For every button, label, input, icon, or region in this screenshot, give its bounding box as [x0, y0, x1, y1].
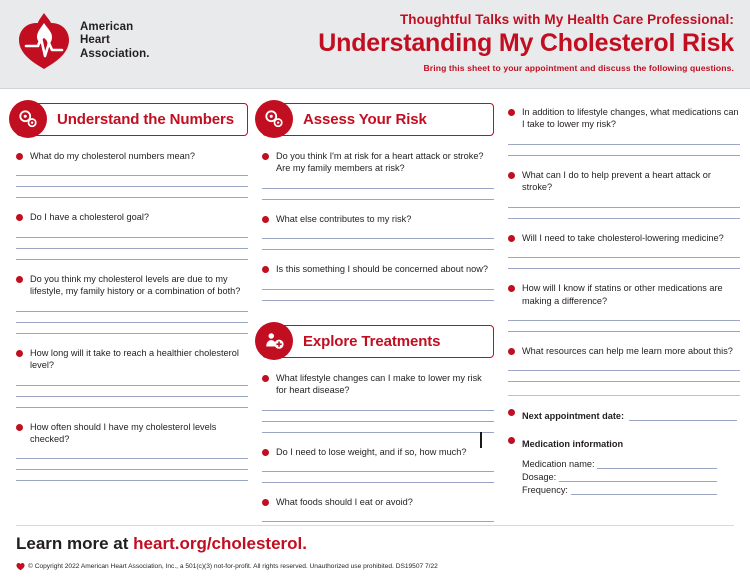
section-header-explore-treatments: [262, 325, 494, 358]
question-block: [508, 169, 740, 219]
question-text: How often should I have my cholesterol levels checked?: [30, 421, 217, 444]
column-middle: [262, 103, 494, 546]
bullet-dot: [262, 499, 269, 506]
gears-icon: [255, 100, 293, 138]
header-subtitle: Bring this sheet to your appointment and discuss the following questions.: [423, 63, 734, 73]
answer-line[interactable]: [16, 187, 248, 198]
bullet-dot: [262, 266, 269, 273]
question-text: Is this something I should be concerned about now?: [276, 264, 488, 275]
question-text: How will I know if statins or other medications are making a difference?: [522, 283, 723, 306]
aha-logo: [16, 10, 150, 72]
question-block: [508, 282, 740, 332]
answer-lines[interactable]: [262, 228, 494, 250]
section-title: Understand the Numbers: [57, 111, 234, 128]
question-block: [262, 213, 494, 250]
answer-line[interactable]: [16, 323, 248, 334]
answer-line[interactable]: [508, 145, 740, 156]
question-text: What do my cholesterol numbers mean?: [30, 151, 195, 161]
answer-lines[interactable]: [262, 279, 494, 301]
medication-name-input[interactable]: [597, 458, 717, 469]
copyright-line: [16, 562, 734, 571]
answer-lines[interactable]: [508, 360, 740, 382]
answer-line[interactable]: [508, 258, 740, 269]
question-block: [16, 347, 248, 408]
answer-line[interactable]: [262, 228, 494, 239]
question-text: Do I have a cholesterol goal?: [30, 212, 150, 223]
document-header: [0, 0, 750, 89]
page-title: Understanding My Cholesterol Risk: [318, 29, 734, 57]
question-text: What else contributes to my risk?: [276, 213, 412, 224]
answer-line[interactable]: [262, 472, 494, 483]
answer-lines[interactable]: [262, 178, 494, 200]
answer-lines[interactable]: [262, 461, 494, 483]
answer-line[interactable]: [508, 360, 740, 371]
bullet-dot: [508, 348, 515, 355]
answer-line[interactable]: [508, 321, 740, 332]
answer-lines[interactable]: [508, 310, 740, 332]
bullet-dot: [262, 216, 269, 223]
question-block: [262, 372, 494, 433]
document-body: [0, 89, 750, 546]
column-left: [16, 103, 248, 546]
medication-info-label: Medication information: [522, 439, 624, 450]
bullet-dot: [508, 437, 515, 444]
footer-divider: [16, 525, 734, 526]
bullet-dot: [16, 424, 23, 431]
frequency-label: Frequency:: [522, 485, 568, 496]
answer-line[interactable]: [508, 371, 740, 382]
question-block: [16, 211, 248, 259]
next-appointment-label: Next appointment date:: [522, 411, 625, 422]
bullet-dot: [508, 109, 515, 116]
question-block: [262, 263, 494, 300]
answer-line[interactable]: [16, 470, 248, 481]
question-block: [508, 232, 740, 269]
answer-lines[interactable]: [16, 375, 248, 408]
question-text: In addition to lifestyle changes, what medications can I take to lower my risk?: [522, 107, 739, 130]
answer-line[interactable]: [508, 197, 740, 208]
answer-line[interactable]: [16, 165, 248, 176]
bullet-dot: [16, 350, 23, 357]
question-block: [16, 273, 248, 334]
answer-line[interactable]: [262, 400, 494, 411]
answer-line[interactable]: [16, 312, 248, 323]
learn-more-prefix: Learn more at: [16, 534, 134, 553]
question-text: Do I need to lose weight, and if so, how much?: [276, 446, 467, 457]
heart-icon: [16, 562, 25, 571]
logo-line-3: Association.: [80, 47, 150, 60]
aha-logo-text: [80, 21, 150, 62]
question-block: [508, 106, 740, 156]
person-medical-icon: [255, 322, 293, 360]
section-header-understand-the-numbers: [16, 103, 248, 136]
logo-line-2: Heart: [80, 34, 110, 47]
question-text: How long will it take to reach a healthier cholesterol level?: [30, 347, 239, 371]
answer-line[interactable]: [16, 448, 248, 459]
learn-more-url[interactable]: heart.org/cholesterol.: [133, 534, 307, 553]
frequency-input[interactable]: [571, 484, 717, 495]
dosage-input[interactable]: [559, 471, 717, 482]
person-medical-icon-glyph: [263, 330, 285, 352]
column-right: [508, 103, 740, 546]
answer-line[interactable]: [508, 247, 740, 258]
gears-icon: [9, 100, 47, 138]
answer-lines[interactable]: [16, 448, 248, 481]
dosage-label: Dosage:: [522, 472, 557, 483]
question-text: What resources can help me learn more about this?: [522, 345, 733, 356]
question-text: Do you think I'm at risk for a heart attack or stroke? Are my family members at risk?: [276, 151, 484, 174]
logo-line-1: American: [80, 20, 134, 33]
answer-lines[interactable]: [16, 165, 248, 198]
bullet-dot: [508, 172, 515, 179]
bullet-dot: [262, 375, 269, 382]
answer-line[interactable]: [508, 208, 740, 219]
question-text: Do you think my cholesterol levels are due to my lifestyle, my family history or a combination of both?: [30, 273, 241, 297]
document-footer: [0, 525, 750, 579]
bullet-dot: [508, 409, 515, 416]
bullet-dot: [508, 235, 515, 242]
answer-lines[interactable]: [508, 247, 740, 269]
answer-line[interactable]: [16, 301, 248, 312]
answer-line[interactable]: [262, 422, 494, 433]
bullet-dot: [16, 276, 23, 283]
next-appointment-input[interactable]: [629, 410, 737, 421]
medication-info-heading: [508, 434, 740, 452]
answer-line[interactable]: [262, 461, 494, 472]
question-block: [262, 446, 494, 483]
section-title: Explore Treatments: [303, 332, 441, 350]
answer-line[interactable]: [508, 310, 740, 321]
question-text: What foods should I eat or avoid?: [276, 496, 413, 507]
answer-line[interactable]: [16, 249, 248, 260]
answer-line[interactable]: [262, 411, 494, 422]
medication-name-label: Medication name:: [522, 459, 595, 470]
bullet-dot: [508, 285, 515, 292]
answer-lines[interactable]: [508, 197, 740, 219]
answer-line[interactable]: [16, 375, 248, 386]
gears-icon-glyph: [263, 108, 285, 130]
question-block: [262, 150, 494, 200]
text-cursor: [480, 432, 482, 448]
question-block: [16, 150, 248, 198]
answer-line[interactable]: [262, 290, 494, 301]
bullet-dot: [262, 153, 269, 160]
next-appointment-field[interactable]: [508, 406, 740, 424]
heart-torch-logo-icon: [16, 10, 72, 72]
answer-line[interactable]: [16, 397, 248, 408]
answer-line[interactable]: [262, 511, 494, 522]
header-titles: [318, 12, 734, 73]
bullet-dot: [16, 214, 23, 221]
frequency-field[interactable]: [522, 484, 740, 495]
answer-line[interactable]: [16, 459, 248, 470]
bullet-dot: [16, 153, 23, 160]
answer-line[interactable]: [262, 189, 494, 200]
section-header-assess-your-risk: [262, 103, 494, 136]
answer-line[interactable]: [262, 178, 494, 189]
medication-name-field[interactable]: [522, 458, 740, 469]
question-text: What can I do to help prevent a heart attack or stroke?: [522, 169, 711, 193]
answer-lines[interactable]: [508, 134, 740, 156]
answer-lines[interactable]: [16, 301, 248, 334]
bullet-dot: [262, 449, 269, 456]
question-block: [508, 345, 740, 382]
answer-line[interactable]: [16, 176, 248, 187]
dosage-field[interactable]: [522, 471, 740, 482]
answer-line[interactable]: [262, 279, 494, 290]
section-title: Assess Your Risk: [303, 111, 427, 128]
question-block: [16, 421, 248, 482]
answer-line[interactable]: [16, 227, 248, 238]
answer-lines[interactable]: [262, 400, 494, 433]
answer-line[interactable]: [262, 239, 494, 250]
gears-icon-glyph: [17, 108, 39, 130]
question-text: Will I need to take cholesterol-lowering medicine?: [522, 232, 724, 243]
answer-line[interactable]: [16, 238, 248, 249]
answer-line[interactable]: [16, 386, 248, 397]
answer-line[interactable]: [508, 134, 740, 145]
section-divider: [508, 395, 740, 396]
learn-more-line: [16, 534, 734, 554]
question-text: What lifestyle changes can I make to lower my risk for heart disease?: [276, 372, 482, 396]
answer-lines[interactable]: [16, 227, 248, 260]
copyright-text: © Copyright 2022 American Heart Association, Inc., a 501(c)(3) not-for-profit. All rights reserved. Unauthorized use prohibited. DS19507 7/22: [28, 563, 438, 570]
header-eyebrow: Thoughtful Talks with My Health Care Professional:: [399, 12, 734, 27]
